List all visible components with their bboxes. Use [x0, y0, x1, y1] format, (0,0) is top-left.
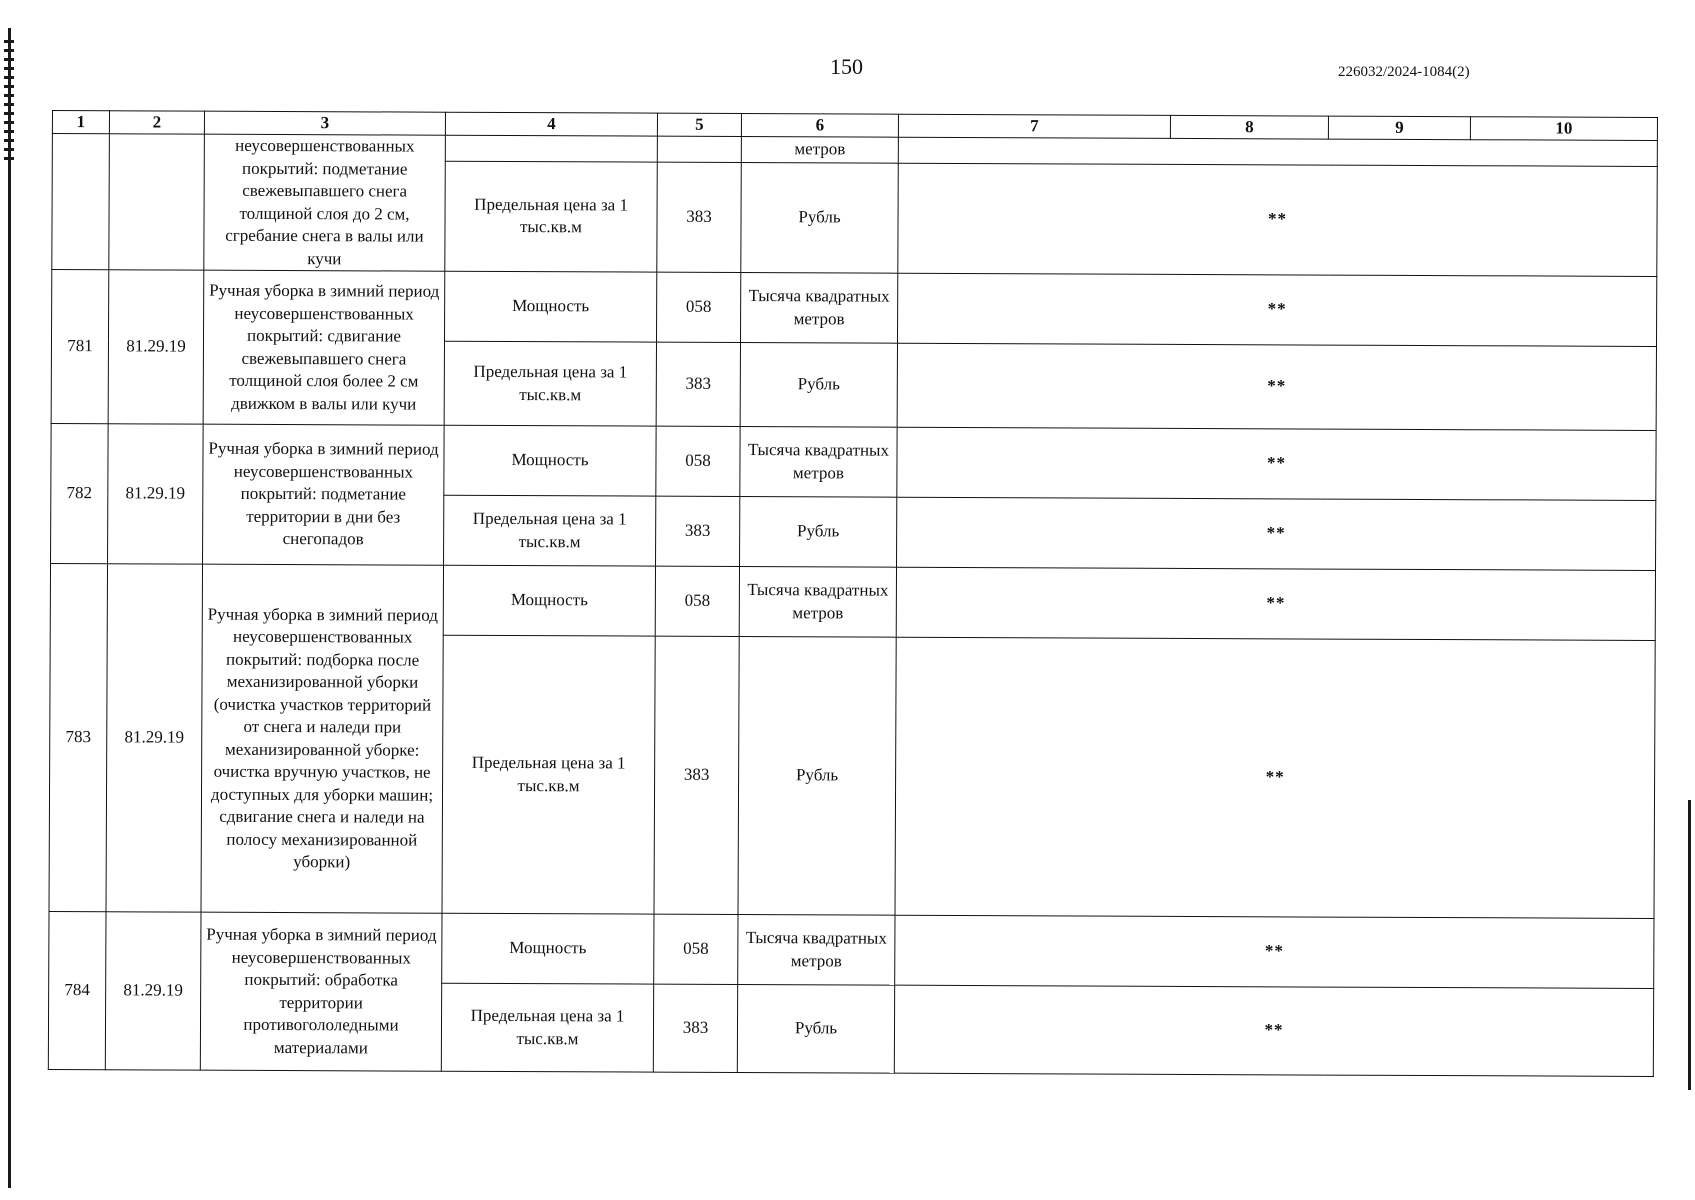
document-code: 226032/2024-1084(2): [1338, 64, 1470, 80]
value: [898, 137, 1657, 166]
unit-code: 058: [656, 426, 740, 496]
description: неусовершенствованных покрытий: подметание свежевыпавшего снега толщиной слоя до 2 см, сгребание снега в валы или кучи: [204, 134, 446, 271]
col-header: 3: [204, 111, 445, 135]
unit-code: 383: [656, 496, 740, 566]
unit-code: 058: [654, 914, 738, 984]
indicator: Мощность: [444, 425, 656, 496]
indicator: Мощность: [442, 913, 654, 984]
scan-left-edge: [8, 28, 11, 1188]
indicator: [445, 135, 657, 161]
price-table: [48, 110, 1658, 1077]
unit-code: 383: [656, 342, 740, 426]
row-number: 781: [51, 270, 109, 424]
value: **: [897, 273, 1656, 346]
okpd-code: 81.29.19: [106, 564, 203, 912]
scan-edge-marks: [4, 40, 14, 160]
table-row: [50, 563, 1655, 640]
indicator: Предельная цена за 1 тыс.кв.м: [445, 161, 657, 272]
row-number: 784: [48, 911, 106, 1069]
description: Ручная уборка в зимний период неусовершенствованных покрытий: подметание территории в дни без снегопадов: [203, 424, 445, 565]
indicator: Предельная цена за 1 тыс.кв.м: [444, 341, 656, 426]
description: Ручная уборка в зимний период неусовершенствованных покрытий: обработка территории противогололедными материалами: [200, 912, 442, 1071]
description: Ручная уборка в зимний период неусовершенствованных покрытий: сдвигание свежевыпавшего снега толщиной слоя более 2 см движком в валы или кучи: [203, 270, 445, 425]
col-header: 9: [1328, 116, 1470, 140]
col-header: 5: [657, 113, 741, 136]
value: **: [894, 985, 1653, 1076]
table-row: [49, 911, 1654, 988]
value: **: [897, 343, 1656, 430]
col-header: 10: [1470, 117, 1657, 141]
unit-name: Рубль: [738, 637, 896, 916]
row-number: 782: [51, 423, 109, 563]
indicator: Мощность: [443, 565, 655, 636]
table-row: [51, 423, 1656, 500]
unit-name: Рубль: [740, 343, 897, 428]
okpd-code: 81.29.19: [108, 424, 204, 564]
indicator: Мощность: [444, 271, 656, 342]
indicator: Предельная цена за 1 тыс.кв.м: [441, 983, 653, 1072]
indicator: Предельная цена за 1 тыс.кв.м: [444, 495, 656, 566]
row-number: 783: [49, 563, 108, 911]
value: **: [897, 497, 1656, 570]
value: **: [895, 915, 1654, 988]
okpd-code: 81.29.19: [108, 270, 204, 424]
unit-name: метров: [741, 137, 898, 163]
scan-right-edge: [1688, 800, 1691, 1090]
value: **: [895, 637, 1655, 918]
unit-code: [657, 136, 741, 162]
col-header: 8: [1170, 115, 1328, 139]
unit-code: 058: [656, 272, 740, 342]
value: **: [896, 567, 1655, 640]
okpd-code: [109, 134, 205, 270]
unit-code: 383: [653, 984, 737, 1072]
unit-code: 058: [655, 566, 739, 636]
unit-name: Тысяча квадратных метров: [740, 427, 897, 498]
col-header: 4: [445, 112, 657, 136]
okpd-code: 81.29.19: [105, 912, 201, 1070]
col-header: 6: [741, 114, 898, 138]
row-number: [52, 134, 110, 270]
value: **: [898, 163, 1657, 277]
unit-name: Тысяча квадратных метров: [738, 915, 895, 986]
col-header: 1: [52, 111, 109, 134]
value: **: [897, 427, 1656, 500]
description: Ручная уборка в зимний период неусовершенствованных покрытий: подборка после механизированной уборки (очистка участков территорий от снега и наледи при механизированной уборке: очистка вручную участков, не доступных для уборки машин; сдвигание снега и наледи на полосу механизированной уборки): [201, 564, 444, 913]
unit-name: Тысяча квадратных метров: [740, 273, 897, 344]
unit-name: Рубль: [740, 497, 897, 568]
unit-name: Рубль: [737, 985, 894, 1074]
page-number: 150: [830, 54, 863, 79]
col-header: 7: [898, 114, 1170, 138]
table-row: [51, 270, 1656, 347]
col-header: 2: [109, 111, 204, 134]
unit-name: Рубль: [741, 162, 898, 273]
unit-code: 383: [657, 162, 741, 273]
unit-code: 383: [654, 636, 739, 914]
indicator: Предельная цена за 1 тыс.кв.м: [442, 635, 655, 914]
unit-name: Тысяча квадратных метров: [739, 567, 896, 638]
